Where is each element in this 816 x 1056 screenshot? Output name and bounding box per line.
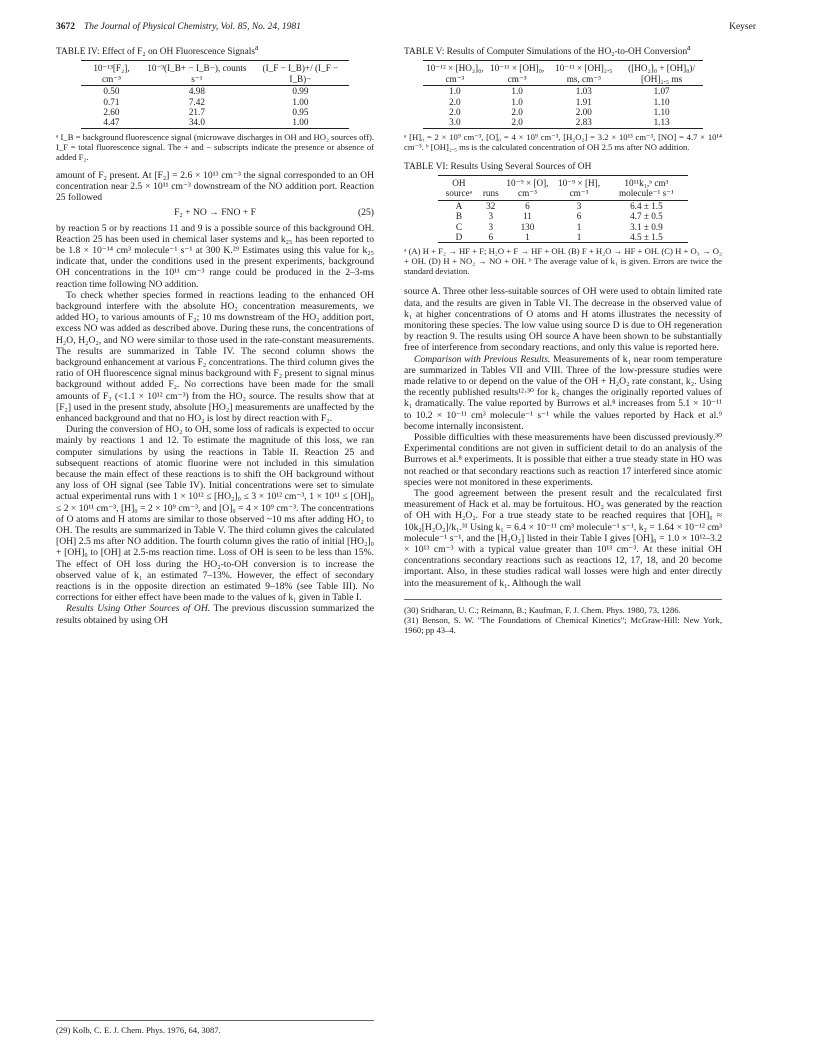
table-row: 0.50 4.98 0.99 [103, 86, 309, 97]
paragraph: Possible difficulties with these measurements have been discussed previously.³⁰ Experimental conditions are not given in sufficient detail to do an analysis of the Burrows et al.⁸ experiments. It is possible that either a true steady state in HO was not reached or that secondary reactions such as reaction 17 interfered since atomic species were not monitored in these experiments. [404, 432, 722, 488]
table6-header: OH sourceᵃ [438, 175, 480, 200]
table4 [81, 60, 349, 128]
left-column [56, 42, 374, 626]
table4-footnote: ᵃ I_B = background fluorescence signal (microwave discharges in OH and HO₂ sources off). I_F = total fluorescence signal. The + and − subscripts indicate the presence or absence of added F₂. [56, 131, 374, 162]
paragraph: During the conversion of HO₂ to OH, some loss of radicals is expected to occur mainly by reactions 1 and 12. To estimate the magnitude of this loss, we ran computer simulations by using the reactions in Table II. Reaction 25 and subsequent reactions of atomic fluorine were not included in this simulation because the main effect of these reactions is to shift the OH background without any loss of OH signal (see Table IV). Initial concentrations were set to simulate actual experimental runs with 1 × 10¹² ≤ [HO₂]₀ ≤ 3 × 10¹² cm⁻³, 1 × 10¹¹ ≤ [OH]₀ ≤ 2 × 10¹¹ cm⁻³, [H]₀ = 2 × 10⁹ cm⁻³, and [O]₀ = 4 × 10⁹ cm⁻³. The concentrations of O atoms and H atoms are similar to those observed ~10 ms after adding HO₂ to OH. The results are summarized in Table V. The third column gives the calculated [OH] 2.5 ms after NO addition. The fourth column gives the ratio of initial [HO₂]₀ + [OH]₀ to [OH] at 2.5-ms reaction time. Loss of OH is seen to be less than 15%. The effect of OH loss during the HO₂-to-OH conversion is to increase the observed value of k₁ an estimated 7–13%. However, the effect of secondary reactions is in the opposite direction an estimated 9–18% (see Table III). No corrections for either effect have been made to the values of k₁ given in Table I. [56, 424, 374, 604]
table5-header: 10⁻¹² × [HO₂]₀, cm⁻³ [423, 61, 487, 86]
table-row: C 3 130 1 3.1 ± 0.9 [455, 221, 663, 232]
table-row: B 3 11 6 4.7 ± 0.5 [455, 211, 663, 222]
paragraph: Comparison with Previous Results. Measurements of k₁ near room temperature are summarized in Tables VII and VIII. Three of the low-pressure studies were made relative to or depend on the value of the OH + H₂O₂ rate constant, k₂. Using the recently published results¹²·³⁰ for k₂ changes the originally reported values of k₁ dramatically. The value reported by Burrows et al.⁸ increases from 5.1 × 10⁻¹¹ to 10.2 × 10⁻¹¹ cm³ molecule⁻¹ s⁻¹ while the values reported by Hack et al.⁹ become internally inconsistent. [404, 353, 722, 432]
table-row: 2.0 1.0 1.91 1.10 [449, 96, 670, 107]
equation-number: (25) [358, 207, 374, 219]
table4-header: (I_F − I_B)+/ (I_F − I_B)− [252, 61, 349, 86]
equation-25 [56, 207, 374, 218]
page-number: 3672 [56, 22, 75, 32]
running-author: Keyser [729, 22, 756, 32]
table6-header: 10⁻⁹ × [O], cm⁻³ [502, 175, 554, 200]
table-row: A 32 6 3 6.4 ± 1.5 [455, 200, 663, 211]
table5-header: 10⁻¹¹ × [OH]₀, cm⁻³ [487, 61, 548, 86]
table6 [438, 175, 688, 243]
table-row: D 6 1 1 4.5 ± 1.5 [438, 232, 688, 243]
table4-title: TABLE IV: Effect of F₂ on OH Fluorescence Signals$^a$ [56, 43, 259, 58]
table6-header: 10⁻⁹ × [H], cm⁻³ [553, 175, 605, 200]
table-row: 0.71 7.42 1.00 [103, 96, 309, 107]
right-column [404, 42, 722, 635]
table-row: 4.47 34.0 1.00 [81, 117, 349, 128]
table6-header: 10¹¹k₁,ᵇ cm³ molecule⁻¹ s⁻¹ [605, 175, 688, 200]
table4-header: 10⁻¹³[F₂], cm⁻³ [81, 61, 142, 86]
table4-header: 10⁻³(I_B+ − I_B−), counts s⁻¹ [142, 61, 252, 86]
footnote-ref-29: (29) Kolb, C. E. J. Chem. Phys. 1976, 64, 3087. [56, 1020, 374, 1035]
journal-citation: The Journal of Physical Chemistry, Vol. 85, No. 24, 1981 [84, 22, 301, 32]
table-row: 1.0 1.0 1.03 1.07 [449, 86, 670, 97]
table5-title: TABLE V: Results of Computer Simulations of the HO₂-to-OH Conversion$^a$ [404, 43, 691, 58]
table-row: 3.0 2.0 2.83 1.13 [423, 117, 703, 128]
table5-footnote: ᵃ [H]₀ = 2 × 10⁹ cm⁻³, [O]₀ = 4 × 10⁹ cm⁻³, [H₂O₂] = 3.2 × 10¹³ cm⁻³, [NO] = 4.7 × 10¹⁴ cm⁻³. ᵇ [OH]₂.₅ ms is the calculated concentration of OH 2.5 ms after NO addition. [404, 131, 722, 152]
section-heading: Comparison with Previous Results. [414, 353, 551, 365]
paragraph: source A. Three other less-suitable sources of OH were used to obtain limited rate data, and the results are given in Table VI. The decrease in the observed value of k₁ at higher concentrations of O atoms and H atoms illustrates the necessity of monitoring these species. The low value using source D is due to OH regeneration by reaction 9. The results using OH source A have been shown to be substantially free of interference from secondary reactions, and only this value is reported here. [404, 286, 722, 354]
paragraph: amount of F₂ present. At [F₂] = 2.6 × 10¹³ cm⁻³ the signal corresponded to an OH concentration near 2.5 × 10¹¹ cm⁻³ downstream of the NO addition port. Reaction 25 followed [56, 169, 374, 204]
table6-header: runs [480, 175, 502, 200]
table6-title: TABLE VI: Results Using Several Sources of OH [404, 161, 592, 172]
paragraph: by reaction 5 or by reactions 11 and 9 is a possible source of this background OH. Reaction 25 has been used in chemical laser systems and k₂₅ has been reported to be 1.8 × 10⁻¹⁴ cm³ molecule⁻¹ s⁻¹ at 300 K.²⁹ Estimates using this value for k₂₅ indicate that, under the conditions used in the present experiments, background OH concentrations in the 10¹¹ cm⁻³ range could be produced in the 2–3-ms reaction time following NO addition. [56, 222, 374, 290]
references [404, 599, 722, 635]
table5-header: 10⁻¹¹ × [OH]₂.₅ ms, cm⁻³ [547, 61, 620, 86]
table6-footnote: ᵃ (A) H + F₂ → HF + F; H₂O + F → HF + OH. (B) F + H₂O → HF + OH. (C) H + O₃ → O₂ + OH. (D) H + NO₂ → NO + OH. ᵇ The average value of k₁ is given. Errors are twice the standard deviation. [404, 246, 722, 277]
table-row: 2.60 21.7 0.95 [103, 106, 309, 117]
paragraph: Results Using Other Sources of OH. The previous discussion summarized the results obtained by using OH [56, 603, 375, 626]
reference-31: (31) Benson, S. W. "The Foundations of Chemical Kinetics"; McGraw-Hill: New York, 1960; pp 43–4. [404, 614, 722, 635]
paragraph: The good agreement between the present result and the recalculated first measurement of Hack et al. may be fortuitous. HO₂ was generated by the reaction of OH with H₂O₂. For a true steady state to be reached requires that [OH]₀ ≈ 10k₂[H₂O₂]/k₁.³¹ Using k₁ = 6.4 × 10⁻¹¹ cm³ molecule⁻¹ s⁻¹, k₂ = 1.64 × 10⁻¹² cm³ molecule⁻¹ s⁻¹, and the [H₂O₂] listed in their Table I gives [OH]₀ = 1.0 × 10¹²–3.2 × 10¹³ cm⁻³ with a typical value greater than 10¹³ cm⁻³. At these initial OH concentrations secondary reactions such as reactions 12, 17, 18, and 20 become important. Also, in these studies radical wall losses were high and enter directly into the measurement of k₁. Although the wall [404, 488, 722, 589]
paragraph: To check whether species formed in reactions leading to the enhanced OH background interfere with the absolute HO₂ concentration measurements, we added HO₂ to various amounts of F₂; 10 ms downstream of the HO₂ addition port, excess NO was added as described above. During these runs, the concentrations of H₂O, H₂O₂, and NO were similar to those used in the rate-constant measurements. The results are summarized in Table IV. The second column shows the background enhancement at various F₂ concentrations. The third column gives the ratio of OH fluorescence signal minus background with F₂ present to signal minus background without added F₂. No corrections have been made for the small amounts of F₂ (<1.1 × 10¹² cm⁻³) from the HO₂ source. The results show that at [F₂] used in the present study, absolute [HO₂] measurements are unaffected by the enhanced background and that no HO₂ is lost by direct reaction with F₂. [56, 289, 374, 425]
table-row: 2.0 2.0 2.00 1.10 [449, 106, 670, 117]
section-heading: Results Using Other Sources of OH. [66, 603, 211, 615]
reference-30: (30) Sridharan, U. C.; Reimann, B.; Kaufman, F. J. Chem. Phys. 1980, 73, 1286. [404, 604, 681, 615]
equation: F₂ + NO → FNO + F [174, 207, 256, 219]
page-header [56, 22, 756, 38]
table5-header: ([HO₂]₀ + [OH]₀)/ [OH]₂.₅ ms [620, 61, 703, 86]
table5 [423, 60, 703, 128]
